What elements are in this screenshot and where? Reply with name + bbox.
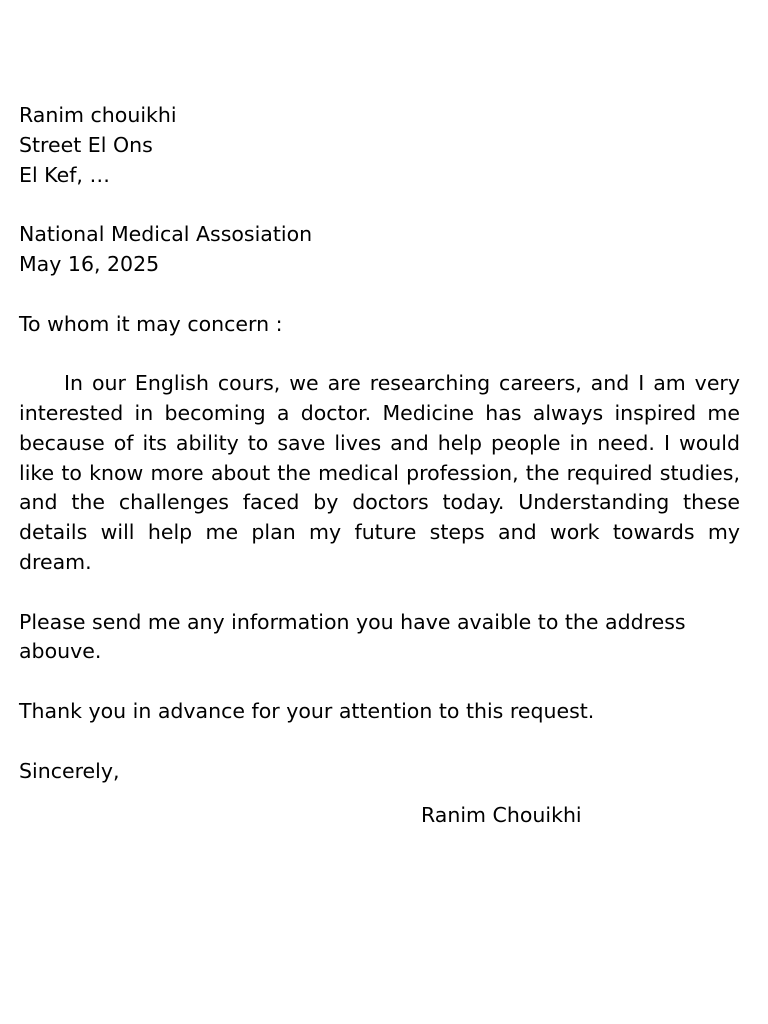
spacer <box>19 667 740 697</box>
thanks-paragraph: Thank you in advance for your attention to this request. <box>19 698 595 723</box>
salutation: To whom it may concern : <box>19 311 283 336</box>
signature-name: Ranim Chouikhi <box>421 803 582 827</box>
spacer <box>19 190 740 220</box>
spacer <box>19 578 740 608</box>
spacer <box>19 280 740 310</box>
request-paragraph: Please send me any information you have avaible to the address abouve. <box>19 609 686 664</box>
closing: Sincerely, <box>19 758 120 783</box>
sender-name: Ranim chouikhi <box>19 103 177 127</box>
sender-city: El Kef, … <box>19 162 110 187</box>
recipient-organization: National Medical Assosiation <box>19 222 313 247</box>
letter-content <box>19 101 740 786</box>
spacer <box>19 339 740 369</box>
spacer <box>19 727 740 757</box>
body-paragraph: In our English cours, we are researching careers, and I am very interested in becoming a doctor. Medicine has always inspired me because of its ability to save lives and help people in need. I would like to know more about the medical profession, the required studies, and the challenges faced by doctors today. Understanding these details will help me plan my future steps and work towards my dream. <box>19 371 740 574</box>
letter-date: May 16, 2025 <box>19 251 160 276</box>
sender-street: Street El Ons <box>19 132 153 157</box>
